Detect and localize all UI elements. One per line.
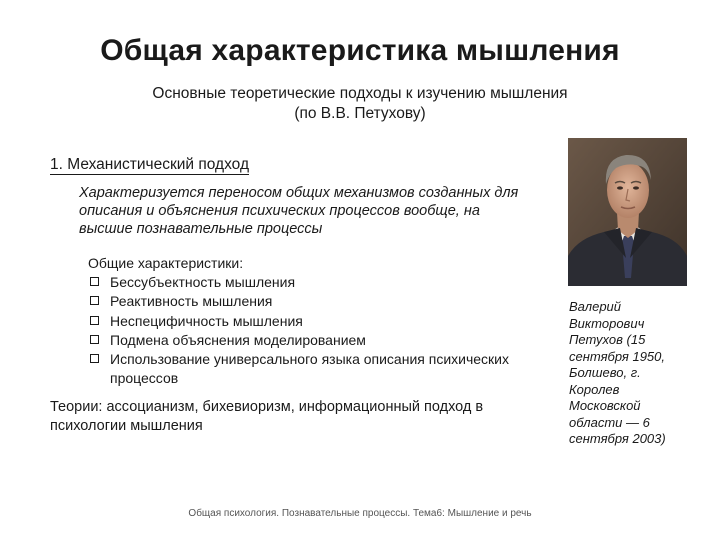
- checkbox-bullet-icon: [90, 277, 99, 286]
- features-block: [88, 254, 548, 388]
- theories-text: Теории: ассоцианизм, бихевиоризм, информационный подход в психологии мышления: [50, 399, 484, 434]
- feature-item: [88, 312, 548, 331]
- subtitle-line-2: (по В.В. Петухову): [294, 105, 426, 122]
- feature-item: [88, 292, 548, 311]
- portrait-illustration: [568, 138, 687, 286]
- feature-item: [88, 350, 548, 388]
- section-heading: 1. Механистический подход: [50, 156, 249, 173]
- portrait-photo: [568, 138, 687, 286]
- subtitle-line-1: Основные теоретические подходы к изучению мышления: [152, 85, 568, 102]
- checkbox-bullet-icon: [90, 354, 99, 363]
- feature-text: Подмена объяснения моделированием: [110, 331, 366, 348]
- feature-item: [88, 331, 548, 350]
- portrait-caption: Валерий Викторович Петухов (15 сентября 1950, Болшево, г. Королев Московской области — 6 сентября 2003): [569, 299, 666, 446]
- checkbox-bullet-icon: [90, 335, 99, 344]
- subtitle: [0, 84, 720, 124]
- checkbox-bullet-icon: [90, 296, 99, 305]
- page-title: Общая характеристика мышления: [100, 34, 620, 67]
- feature-item: [88, 273, 548, 292]
- section-description: Характеризуется переносом общих механизмов созданных для описания и объяснения психических процессов вообще, на высшие познавательные процессы: [79, 185, 519, 237]
- footer-text: Общая психология. Познавательные процессы. Тема6: Мышление и речь: [188, 508, 532, 519]
- feature-text: Использование универсального языка описания психических процессов: [110, 351, 509, 387]
- footer: [0, 508, 720, 519]
- feature-text: Реактивность мышления: [110, 293, 273, 310]
- feature-text: Неспецифичность мышления: [110, 312, 303, 329]
- checkbox-bullet-icon: [90, 316, 99, 325]
- feature-text: Бессубъектность мышления: [110, 274, 296, 291]
- features-title: Общие характеристики:: [88, 255, 244, 271]
